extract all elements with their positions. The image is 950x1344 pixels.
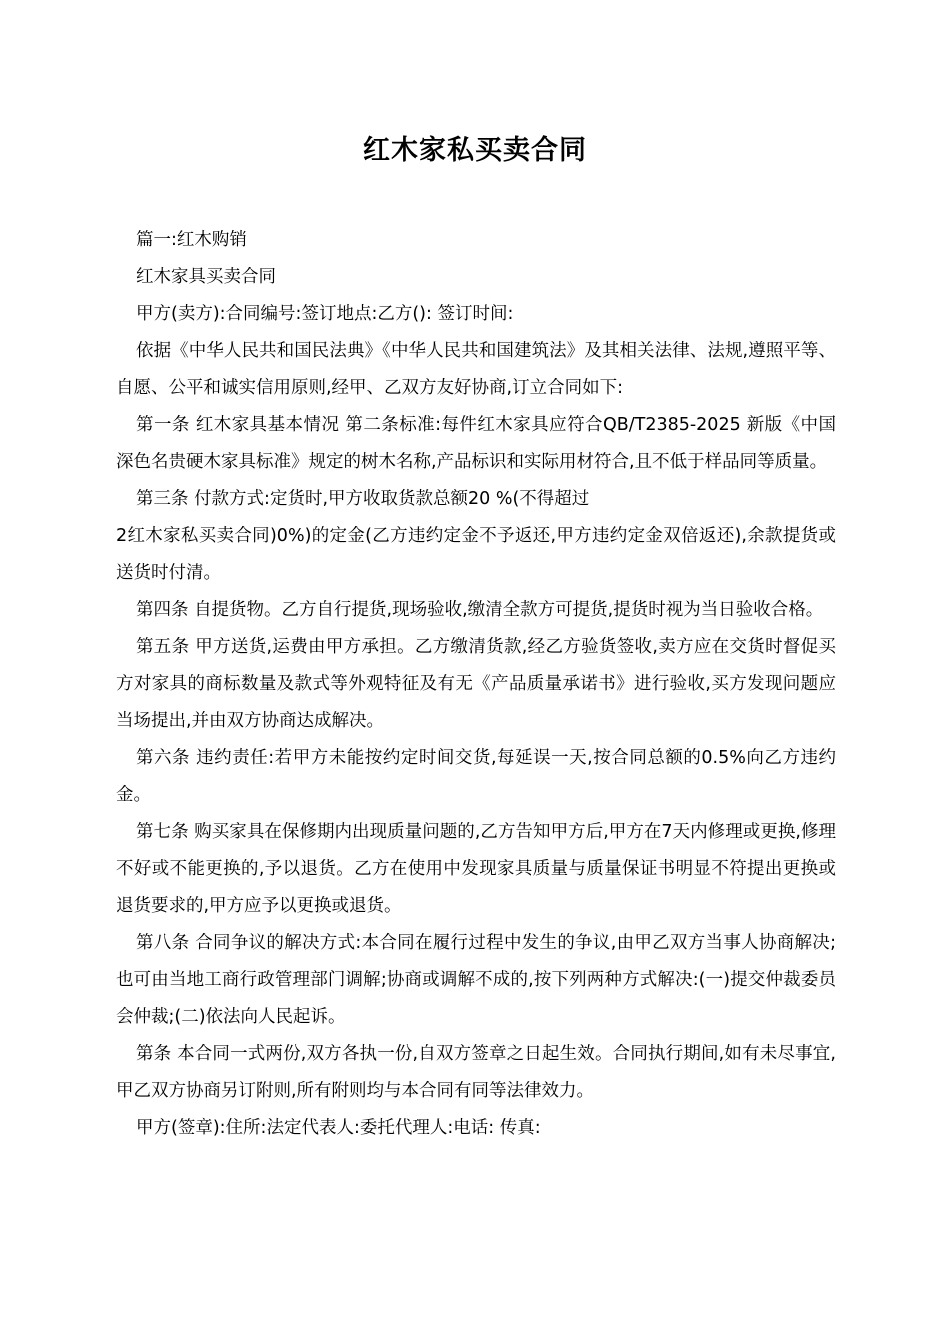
paragraph-article-1-2: 第一条 红木家具基本情况 第二条标准:每件红木家具应符合QB/T2385-2025 新版《中国深色名贵硬木家具标准》规定的树木名称,产品标识和实际用材符合,且不低于样品同等质量。 (116, 415, 836, 472)
paragraph-article-5: 第五条 甲方送货,运费由甲方承担。乙方缴清货款,经乙方验货签收,卖方应在交货时督促买方对家具的商标数量及款式等外观特征及有无《产品质量承诺书》进行验收,买方发现问题应当场提出,并由双方协商达成解决。 (116, 637, 836, 731)
document-body (116, 222, 836, 1147)
paragraph-signature-block: 甲方(签章):住所:法定代表人:委托代理人:电话: 传真: (136, 1118, 541, 1138)
paragraph-contract-name: 红木家具买卖合同 (136, 267, 276, 287)
paragraph-article-6: 第六条 违约责任:若甲方未能按约定时间交货,每延误一天,按合同总额的0.5%向乙方违约金。 (116, 748, 836, 805)
paragraph-article-8: 第八条 合同争议的解决方式:本合同在履行过程中发生的争议,由甲乙双方当事人协商解决;也可由当地工商行政管理部门调解;协商或调解不成的,按下列两种方式解决:(一)提交仲裁委员会仲裁;(二)依法向人民起诉。 (116, 933, 836, 1027)
paragraph-article-4: 第四条 自提货物。乙方自行提货,现场验收,缴清全款方可提货,提货时视为当日验收合格。 (136, 600, 824, 620)
paragraph-article-7: 第七条 购买家具在保修期内出现质量问题的,乙方告知甲方后,甲方在7天内修理或更换,修理不好或不能更换的,予以退货。乙方在使用中发现家具质量与质量保证书明显不符提出更换或退货要求的,甲方应予以更换或退货。 (116, 822, 836, 916)
document-title: 红木家私买卖合同 (363, 135, 587, 166)
paragraph-section-heading: 篇一:红木购销 (136, 230, 247, 250)
paragraph-article-final: 第条 本合同一式两份,双方各执一份,自双方签章之日起生效。合同执行期间,如有未尽事宜,甲乙双方协商另订附则,所有附则均与本合同有同等法律效力。 (116, 1044, 836, 1101)
paragraph-party-info: 甲方(卖方):合同编号:签订地点:乙方(): 签订时间: (136, 304, 514, 324)
paragraph-preamble: 依据《中华人民共和国民法典》《中华人民共和国建筑法》及其相关法律、法规,遵照平等、自愿、公平和诚实信用原则,经甲、乙双方友好协商,订立合同如下: (116, 341, 836, 398)
paragraph-article-3-cont: 2红木家私买卖合同)0%)的定金(乙方违约定金不予返还,甲方违约定金双倍返还),余款提货或送货时付清。 (116, 526, 836, 583)
paragraph-article-3: 第三条 付款方式:定货时,甲方收取货款总额20 %(不得超过 (136, 489, 590, 509)
